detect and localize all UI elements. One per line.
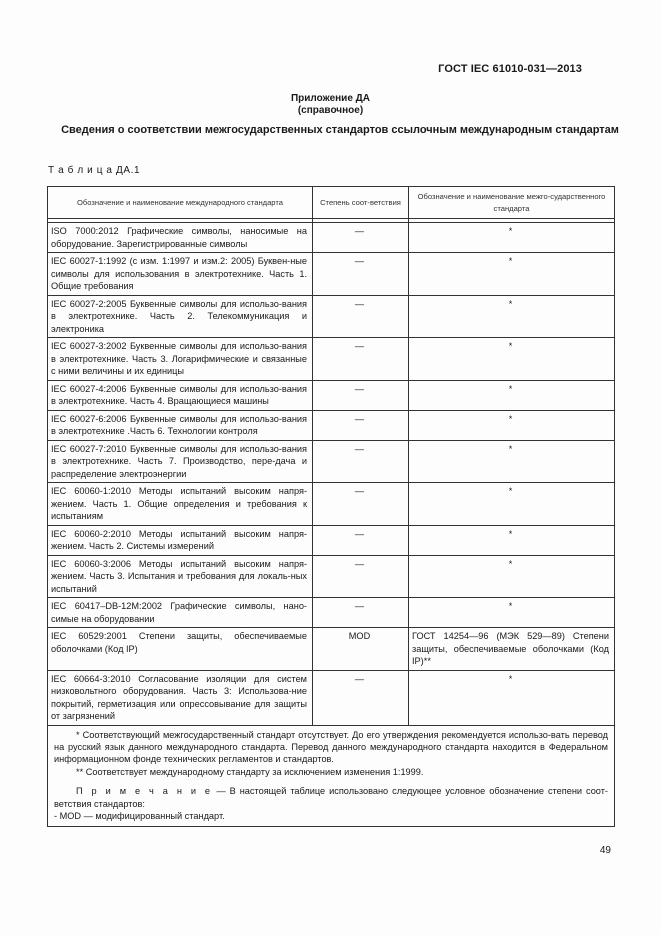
national-standard-cell: * (409, 380, 615, 410)
degree-cell: — (313, 410, 409, 440)
table-row (48, 598, 615, 628)
annex-heading: Сведения о соответствии межгосударственных стандартов ссылочным международным стандартам (61, 124, 619, 136)
degree-cell: — (313, 598, 409, 628)
international-standard-cell: IEC 60060-3:2006 Методы испытаний высоким напря-жением. Часть 3. Испытания и требования для локаль-ных испытаний (48, 555, 313, 598)
international-standard-cell: ISO 7000:2012 Графические символы, наносимые на оборудование. Зарегистрированные символы (48, 223, 313, 253)
international-standard-cell: IEC 60664-3:2010 Согласование изоляции для систем низковольтного оборудования. Часть 3: Использова-ние покрытий, герметизация или опрессовывание для защиты от загрязнений (48, 670, 313, 725)
note-label: П р и м е ч а н и е (76, 786, 213, 797)
international-standard-cell: IEC 60060-2:2010 Методы испытаний высоким напря-жением. Часть 2. Системы измерений (48, 525, 313, 555)
international-standard-cell: IEC 60027-6:2006 Буквенные символы для использо-вания в электротехнике .Часть 6. Технологии контроля (48, 410, 313, 440)
table-row (48, 670, 615, 725)
column-header-international: Обозначение и наименование международного стандарта (48, 187, 313, 219)
degree-cell: — (313, 440, 409, 483)
international-standard-cell: IEC 60027-4:2006 Буквенные символы для использо-вания в электротехнике. Часть 4. Вращающиеся машины (48, 380, 313, 410)
international-standard-cell: IEC 60417–DB-12M:2002 Графические символы, нано-симые на оборудовании (48, 598, 313, 628)
column-header-national: Обозначение и наименование межго-сударственного стандарта (409, 187, 615, 219)
table-row (48, 410, 615, 440)
international-standard-cell: IEC 60027-7:2010 Буквенные символы для использо-вания в электротехнике. Часть 7. Производство, пере-дача и распределение электроэнергии (48, 440, 313, 483)
national-standard-cell: * (409, 598, 615, 628)
annex-title: Приложение ДА (290, 93, 371, 104)
national-standard-cell: ГОСТ 14254—96 (МЭК 529—89) Степени защиты, обеспечиваемые оболочками (Код IP)** (409, 628, 615, 671)
degree-cell: — (313, 253, 409, 296)
table-notes (48, 725, 615, 827)
table-row (48, 440, 615, 483)
national-standard-cell: * (409, 338, 615, 381)
page-number: 49 (599, 845, 611, 856)
table-header-row (48, 187, 615, 219)
national-standard-cell: * (409, 410, 615, 440)
table-row (48, 555, 615, 598)
international-standard-cell: IEC 60027-2:2005 Буквенные символы для использо-вания в электротехнике. Часть 2. Телекоммуникация и электроника (48, 295, 313, 338)
annex-subtitle: (справочное) (297, 105, 364, 116)
note-text: — В настоящей таблице использовано следующее условное обозначение степени соот-ветствия стандартов: (54, 786, 608, 809)
national-standard-cell: * (409, 253, 615, 296)
table-row (48, 295, 615, 338)
degree-cell: — (313, 223, 409, 253)
standard-code: ГОСТ IEC 61010-031—2013 (438, 63, 582, 75)
degree-cell: — (313, 380, 409, 410)
footnote-1: * Соответствующий межгосударственный стандарт отсутствует. До его утверждения рекомендуется использо-вать перевод на русский язык данного международного стандарта. Перевод данного международного стандарта находится в Федеральном информационном фонде технических регламентов и стандартов. (54, 729, 608, 765)
note (54, 785, 608, 810)
note-item: - MOD — модифицированный стандарт. (54, 810, 225, 821)
table-row (48, 483, 615, 526)
degree-cell: — (313, 295, 409, 338)
table-notes-row (48, 725, 615, 827)
national-standard-cell: * (409, 670, 615, 725)
national-standard-cell: * (409, 440, 615, 483)
international-standard-cell: IEC 60529:2001 Степени защиты, обеспечиваемые оболочками (Код IP) (48, 628, 313, 671)
international-standard-cell: IEC 60027-1:1992 (с изм. 1:1997 и изм.2: 2005) Буквен-ные символы для использования в электротехнике. Часть 1. Общие требования (48, 253, 313, 296)
footnote-2: ** Соответствует международному стандарту за исключением изменения 1:1999. (76, 766, 424, 777)
national-standard-cell: * (409, 295, 615, 338)
table-row (48, 223, 615, 253)
table-row (48, 628, 615, 671)
national-standard-cell: * (409, 483, 615, 526)
table-row (48, 525, 615, 555)
degree-cell: — (313, 525, 409, 555)
degree-cell: — (313, 338, 409, 381)
table-row (48, 338, 615, 381)
correspondence-table (47, 186, 615, 827)
national-standard-cell: * (409, 555, 615, 598)
international-standard-cell: IEC 60027-3:2002 Буквенные символы для использо-вания в электротехнике. Часть 3. Логарифмические и связанные с ними величины и их единицы (48, 338, 313, 381)
column-header-degree: Степень соот-ветствия (313, 187, 409, 219)
international-standard-cell: IEC 60060-1:2010 Методы испытаний высоким напря-жением. Часть 1. Общие определения и требования к испытаниям (48, 483, 313, 526)
degree-cell: MOD (313, 628, 409, 671)
table-row (48, 380, 615, 410)
degree-cell: — (313, 555, 409, 598)
table-label: Т а б л и ц а ДА.1 (48, 165, 141, 176)
degree-cell: — (313, 483, 409, 526)
table-row (48, 253, 615, 296)
degree-cell: — (313, 670, 409, 725)
national-standard-cell: * (409, 223, 615, 253)
national-standard-cell: * (409, 525, 615, 555)
